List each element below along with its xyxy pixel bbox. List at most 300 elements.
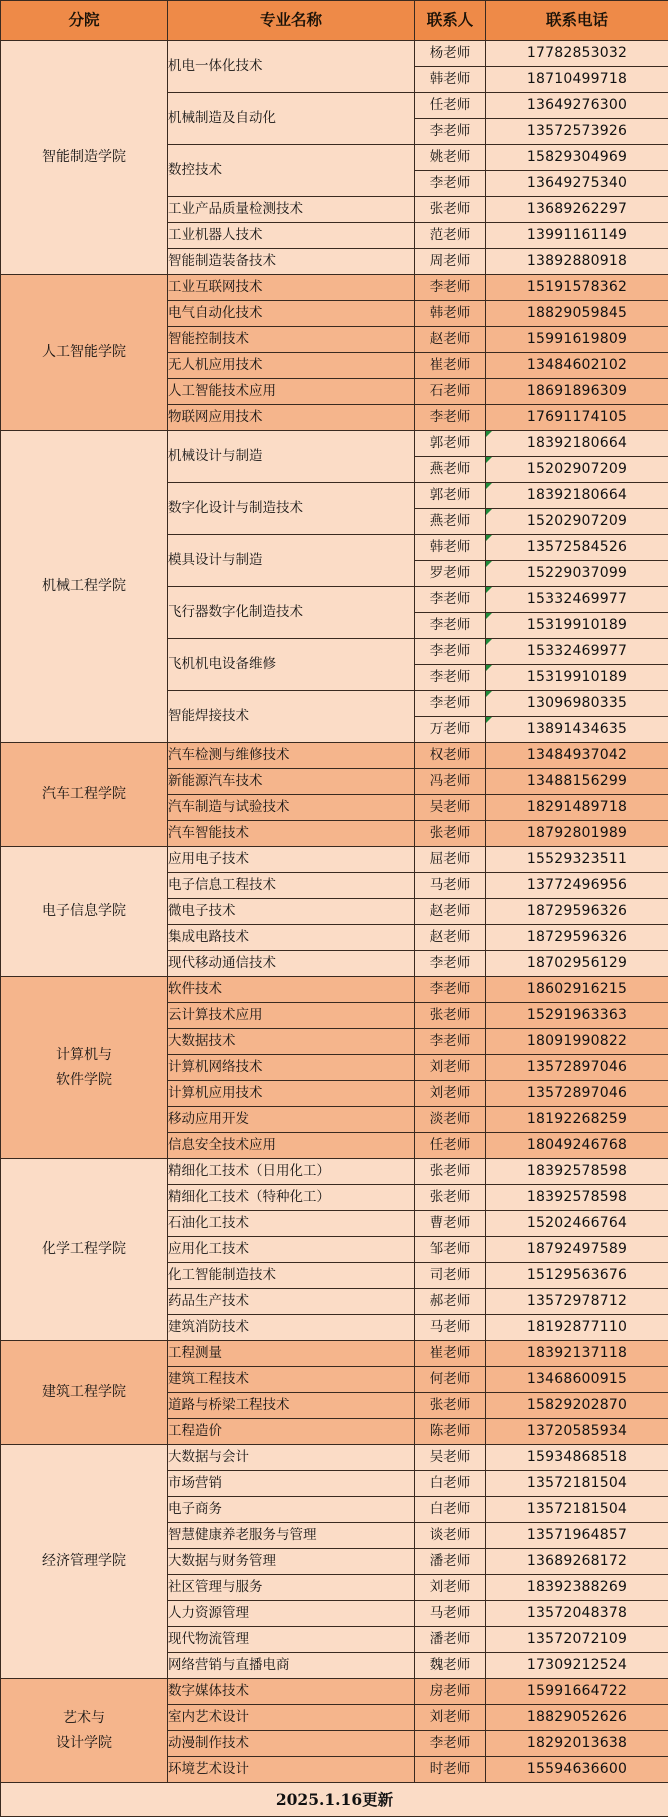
phone-number: 18291489718 — [527, 799, 627, 815]
phone-number: 18091990822 — [527, 1033, 627, 1049]
contact-phone — [486, 1627, 668, 1653]
major-name: 机械设计与制造 — [168, 431, 415, 483]
contact-person: 张老师 — [415, 1003, 486, 1029]
department-name: 汽车工程学院 — [42, 786, 126, 802]
header-dept: 分院 — [1, 1, 168, 41]
major-name: 应用电子技术 — [168, 847, 415, 873]
contact-person: 屈老师 — [415, 847, 486, 873]
phone-number: 13572897046 — [527, 1085, 627, 1101]
table-row — [1, 1341, 668, 1367]
phone-number: 18392388269 — [527, 1579, 627, 1595]
major-name: 信息安全技术应用 — [168, 1133, 415, 1159]
department-name: 人工智能学院 — [42, 344, 126, 360]
phone-number: 18049246768 — [527, 1137, 627, 1153]
contact-person: 李老师 — [415, 275, 486, 301]
major-name: 物联网应用技术 — [168, 405, 415, 431]
phone-number: 13689262297 — [527, 201, 627, 217]
major-name: 人工智能技术应用 — [168, 379, 415, 405]
phone-number: 18691896309 — [527, 383, 627, 399]
phone-number: 18192877110 — [527, 1319, 627, 1335]
contact-phone — [486, 717, 668, 743]
contact-phone — [486, 691, 668, 717]
contact-person: 李老师 — [415, 171, 486, 197]
major-name: 数控技术 — [168, 145, 415, 197]
contact-phone — [486, 379, 668, 405]
contact-phone — [486, 1003, 668, 1029]
contact-person: 罗老师 — [415, 561, 486, 587]
table-row — [1, 275, 668, 301]
major-name: 精细化工技术（日用化工） — [168, 1159, 415, 1185]
phone-number: 18729596326 — [527, 903, 627, 919]
major-name: 人力资源管理 — [168, 1601, 415, 1627]
contact-person: 韩老师 — [415, 535, 486, 561]
contact-phone — [486, 1653, 668, 1679]
phone-number: 18292013638 — [527, 1735, 627, 1751]
major-name: 数字化设计与制造技术 — [168, 483, 415, 535]
phone-number: 18829059845 — [527, 305, 627, 321]
phone-number: 18710499718 — [527, 71, 627, 87]
department-name: 智能制造学院 — [42, 149, 126, 165]
department-name: 设计学院 — [56, 1735, 112, 1751]
contact-person: 赵老师 — [415, 899, 486, 925]
contact-person: 郭老师 — [415, 431, 486, 457]
major-name: 工业互联网技术 — [168, 275, 415, 301]
contact-person: 燕老师 — [415, 457, 486, 483]
major-name: 大数据与财务管理 — [168, 1549, 415, 1575]
phone-number: 15529323511 — [527, 851, 627, 867]
contact-phone — [486, 795, 668, 821]
contact-person: 马老师 — [415, 873, 486, 899]
major-name: 飞行器数字化制造技术 — [168, 587, 415, 639]
contact-person: 石老师 — [415, 379, 486, 405]
phone-number: 15829304969 — [527, 149, 627, 165]
contact-person: 崔老师 — [415, 1341, 486, 1367]
major-name: 工程造价 — [168, 1419, 415, 1445]
contact-person: 韩老师 — [415, 301, 486, 327]
contact-phone — [486, 951, 668, 977]
contact-phone — [486, 223, 668, 249]
phone-number: 13484937042 — [527, 747, 627, 763]
contact-person: 张老师 — [415, 1393, 486, 1419]
contact-person: 白老师 — [415, 1471, 486, 1497]
contact-phone — [486, 639, 668, 665]
contact-phone — [486, 1029, 668, 1055]
major-name: 飞机机电设备维修 — [168, 639, 415, 691]
phone-number: 15332469977 — [527, 591, 627, 607]
contact-phone — [486, 1549, 668, 1575]
phone-number: 18729596326 — [527, 929, 627, 945]
contact-phone — [486, 119, 668, 145]
contact-person: 陈老师 — [415, 1419, 486, 1445]
contact-person: 任老师 — [415, 93, 486, 119]
major-name: 市场营销 — [168, 1471, 415, 1497]
major-name: 集成电路技术 — [168, 925, 415, 951]
contact-person: 权老师 — [415, 743, 486, 769]
major-name: 智能控制技术 — [168, 327, 415, 353]
contact-person: 魏老师 — [415, 1653, 486, 1679]
cell-comment-marker-icon — [486, 483, 492, 489]
phone-number: 18392578598 — [527, 1189, 627, 1205]
phone-number: 15319910189 — [527, 617, 627, 633]
contact-person: 白老师 — [415, 1497, 486, 1523]
major-name: 精细化工技术（特种化工） — [168, 1185, 415, 1211]
table-body — [1, 41, 668, 1783]
phone-number: 15202907209 — [527, 513, 627, 529]
contact-person: 冯老师 — [415, 769, 486, 795]
phone-number: 15202466764 — [527, 1215, 627, 1231]
contact-phone — [486, 431, 668, 457]
major-name: 模具设计与制造 — [168, 535, 415, 587]
phone-number: 13649276300 — [527, 97, 627, 113]
contact-person: 崔老师 — [415, 353, 486, 379]
major-name: 机械制造及自动化 — [168, 93, 415, 145]
contact-person: 吴老师 — [415, 1445, 486, 1471]
phone-number: 17309212524 — [527, 1657, 627, 1673]
contact-phone — [486, 171, 668, 197]
contact-phone — [486, 197, 668, 223]
contact-phone — [486, 509, 668, 535]
phone-number: 13572072109 — [527, 1631, 627, 1647]
contact-phone — [486, 899, 668, 925]
phone-number: 15594636600 — [527, 1761, 627, 1777]
major-name: 计算机应用技术 — [168, 1081, 415, 1107]
contact-person: 刘老师 — [415, 1081, 486, 1107]
contact-person: 房老师 — [415, 1679, 486, 1705]
phone-number: 18392578598 — [527, 1163, 627, 1179]
department-cell — [1, 743, 168, 847]
contact-phone — [486, 535, 668, 561]
contact-person: 万老师 — [415, 717, 486, 743]
phone-number: 18829052626 — [527, 1709, 627, 1725]
contact-person: 周老师 — [415, 249, 486, 275]
major-name: 智慧健康养老服务与管理 — [168, 1523, 415, 1549]
major-name: 应用化工技术 — [168, 1237, 415, 1263]
phone-number: 13572978712 — [527, 1293, 627, 1309]
contact-person: 李老师 — [415, 119, 486, 145]
contact-phone — [486, 1471, 668, 1497]
contact-person: 郝老师 — [415, 1289, 486, 1315]
department-cell — [1, 1159, 168, 1341]
contact-phone — [486, 821, 668, 847]
department-name: 计算机与 — [56, 1047, 112, 1063]
contact-person: 郭老师 — [415, 483, 486, 509]
table-row — [1, 847, 668, 873]
department-cell — [1, 275, 168, 431]
major-name: 电子信息工程技术 — [168, 873, 415, 899]
contact-person: 李老师 — [415, 405, 486, 431]
department-name: 建筑工程学院 — [42, 1384, 126, 1400]
contact-phone — [486, 1263, 668, 1289]
table-row — [1, 743, 668, 769]
cell-comment-marker-icon — [486, 665, 492, 671]
contact-person: 姚老师 — [415, 145, 486, 171]
phone-number: 13572573926 — [527, 123, 627, 139]
contact-phone — [486, 457, 668, 483]
phone-number: 15934868518 — [527, 1449, 627, 1465]
update-note: 2025.1.16更新 — [1, 1783, 668, 1817]
department-name: 机械工程学院 — [42, 578, 126, 594]
cell-comment-marker-icon — [486, 457, 492, 463]
major-name: 化工智能制造技术 — [168, 1263, 415, 1289]
contact-person: 李老师 — [415, 691, 486, 717]
phone-number: 13572181504 — [527, 1501, 627, 1517]
phone-number: 15229037099 — [527, 565, 627, 581]
contact-person: 马老师 — [415, 1601, 486, 1627]
contact-phone — [486, 145, 668, 171]
major-name: 室内艺术设计 — [168, 1705, 415, 1731]
phone-number: 13689268172 — [527, 1553, 627, 1569]
phone-number: 13484602102 — [527, 357, 627, 373]
contact-phone — [486, 1055, 668, 1081]
phone-number: 13488156299 — [527, 773, 627, 789]
contact-phone — [486, 1315, 668, 1341]
phone-number: 13571964857 — [527, 1527, 627, 1543]
contact-person: 何老师 — [415, 1367, 486, 1393]
header-contact: 联系人 — [415, 1, 486, 41]
major-name: 电子商务 — [168, 1497, 415, 1523]
contact-person: 李老师 — [415, 613, 486, 639]
contact-person: 李老师 — [415, 1731, 486, 1757]
contact-phone — [486, 1133, 668, 1159]
contact-person: 谈老师 — [415, 1523, 486, 1549]
contact-phone — [486, 249, 668, 275]
major-name: 石油化工技术 — [168, 1211, 415, 1237]
major-name: 电气自动化技术 — [168, 301, 415, 327]
major-name: 汽车智能技术 — [168, 821, 415, 847]
contact-person: 马老师 — [415, 1315, 486, 1341]
contact-person: 李老师 — [415, 587, 486, 613]
contact-phone — [486, 769, 668, 795]
contact-phone — [486, 93, 668, 119]
contact-person: 曹老师 — [415, 1211, 486, 1237]
phone-number: 13572048378 — [527, 1605, 627, 1621]
cell-comment-marker-icon — [486, 691, 492, 697]
phone-number: 18392137118 — [527, 1345, 627, 1361]
department-cell — [1, 431, 168, 743]
phone-number: 13649275340 — [527, 175, 627, 191]
phone-number: 15129563676 — [527, 1267, 627, 1283]
footer-row — [1, 1783, 668, 1817]
department-cell — [1, 1341, 168, 1445]
major-name: 环境艺术设计 — [168, 1757, 415, 1783]
cell-comment-marker-icon — [486, 587, 492, 593]
phone-number: 13572584526 — [527, 539, 627, 555]
contact-person: 潘老师 — [415, 1627, 486, 1653]
department-cell — [1, 977, 168, 1159]
contact-phone — [486, 1731, 668, 1757]
major-name: 无人机应用技术 — [168, 353, 415, 379]
major-name: 新能源汽车技术 — [168, 769, 415, 795]
cell-comment-marker-icon — [486, 613, 492, 619]
phone-number: 13096980335 — [527, 695, 627, 711]
cell-comment-marker-icon — [486, 509, 492, 515]
phone-number: 13891434635 — [527, 721, 627, 737]
contact-phone — [486, 561, 668, 587]
contact-phone — [486, 587, 668, 613]
department-cell — [1, 41, 168, 275]
contact-person: 刘老师 — [415, 1055, 486, 1081]
table-row — [1, 41, 668, 67]
contact-phone — [486, 41, 668, 67]
contact-person: 张老师 — [415, 197, 486, 223]
contact-phone — [486, 1419, 668, 1445]
contact-phone — [486, 1679, 668, 1705]
header-phone: 联系电话 — [486, 1, 668, 41]
major-name: 数字媒体技术 — [168, 1679, 415, 1705]
contact-phone — [486, 275, 668, 301]
phone-number: 15991664722 — [527, 1683, 627, 1699]
contact-person: 张老师 — [415, 1185, 486, 1211]
department-name: 电子信息学院 — [42, 903, 126, 919]
contact-phone — [486, 1367, 668, 1393]
major-name: 工业机器人技术 — [168, 223, 415, 249]
major-name: 药品生产技术 — [168, 1289, 415, 1315]
contact-person: 任老师 — [415, 1133, 486, 1159]
major-name: 云计算技术应用 — [168, 1003, 415, 1029]
table-row — [1, 1159, 668, 1185]
contact-phone — [486, 873, 668, 899]
phone-number: 18792497589 — [527, 1241, 627, 1257]
department-name: 软件学院 — [56, 1072, 112, 1088]
contact-phone — [486, 1159, 668, 1185]
phone-number: 13572181504 — [527, 1475, 627, 1491]
contact-phone — [486, 1601, 668, 1627]
department-cell — [1, 1679, 168, 1783]
contact-phone — [486, 1289, 668, 1315]
contact-person: 刘老师 — [415, 1575, 486, 1601]
contact-phone — [486, 665, 668, 691]
header-major: 专业名称 — [168, 1, 415, 41]
major-name: 汽车检测与维修技术 — [168, 743, 415, 769]
major-name: 建筑消防技术 — [168, 1315, 415, 1341]
phone-number: 15319910189 — [527, 669, 627, 685]
contact-person: 赵老师 — [415, 327, 486, 353]
contact-person: 吴老师 — [415, 795, 486, 821]
phone-number: 15202907209 — [527, 461, 627, 477]
contact-phone — [486, 1575, 668, 1601]
major-name: 工业产品质量检测技术 — [168, 197, 415, 223]
contact-phone — [486, 1237, 668, 1263]
major-name: 大数据与会计 — [168, 1445, 415, 1471]
major-name: 大数据技术 — [168, 1029, 415, 1055]
contact-person: 李老师 — [415, 951, 486, 977]
phone-number: 18792801989 — [527, 825, 627, 841]
contact-person: 燕老师 — [415, 509, 486, 535]
contact-person: 李老师 — [415, 977, 486, 1003]
major-name: 计算机网络技术 — [168, 1055, 415, 1081]
major-name: 智能焊接技术 — [168, 691, 415, 743]
table-row — [1, 1445, 668, 1471]
contact-person: 韩老师 — [415, 67, 486, 93]
contact-phone — [486, 67, 668, 93]
contact-person: 赵老师 — [415, 925, 486, 951]
major-name: 工程测量 — [168, 1341, 415, 1367]
contact-person: 时老师 — [415, 1757, 486, 1783]
major-name: 软件技术 — [168, 977, 415, 1003]
contact-phone — [486, 847, 668, 873]
phone-number: 18602916215 — [527, 981, 627, 997]
major-name: 现代物流管理 — [168, 1627, 415, 1653]
contact-person: 淡老师 — [415, 1107, 486, 1133]
department-name: 经济管理学院 — [42, 1553, 126, 1569]
phone-number: 13468600915 — [527, 1371, 627, 1387]
phone-number: 18392180664 — [527, 435, 627, 451]
department-name: 艺术与 — [63, 1710, 105, 1726]
contact-phone — [486, 327, 668, 353]
contact-phone — [486, 1341, 668, 1367]
contact-phone — [486, 1393, 668, 1419]
major-name: 动漫制作技术 — [168, 1731, 415, 1757]
contact-phone — [486, 1757, 668, 1783]
major-name: 社区管理与服务 — [168, 1575, 415, 1601]
department-name: 化学工程学院 — [42, 1241, 126, 1257]
department-cell — [1, 1445, 168, 1679]
phone-number: 13772496956 — [527, 877, 627, 893]
contact-phone — [486, 1523, 668, 1549]
cell-comment-marker-icon — [486, 639, 492, 645]
phone-number: 13572897046 — [527, 1059, 627, 1075]
major-name: 微电子技术 — [168, 899, 415, 925]
table-row — [1, 977, 668, 1003]
table-row — [1, 431, 668, 457]
phone-number: 17782853032 — [527, 45, 627, 61]
major-name: 建筑工程技术 — [168, 1367, 415, 1393]
department-cell — [1, 847, 168, 977]
table-row — [1, 1679, 668, 1705]
contact-person: 李老师 — [415, 1029, 486, 1055]
phone-number: 15332469977 — [527, 643, 627, 659]
contact-person: 李老师 — [415, 639, 486, 665]
cell-comment-marker-icon — [486, 535, 492, 541]
contact-phone — [486, 743, 668, 769]
contact-phone — [486, 1445, 668, 1471]
contact-phone — [486, 1705, 668, 1731]
cell-comment-marker-icon — [486, 431, 492, 437]
contact-person: 司老师 — [415, 1263, 486, 1289]
contact-phone — [486, 1107, 668, 1133]
contact-person: 潘老师 — [415, 1549, 486, 1575]
phone-number: 13991161149 — [527, 227, 627, 243]
major-name: 移动应用开发 — [168, 1107, 415, 1133]
cell-comment-marker-icon — [486, 717, 492, 723]
contact-person: 张老师 — [415, 1159, 486, 1185]
phone-number: 15291963363 — [527, 1007, 627, 1023]
contact-phone — [486, 977, 668, 1003]
phone-number: 15991619809 — [527, 331, 627, 347]
major-name: 道路与桥梁工程技术 — [168, 1393, 415, 1419]
phone-number: 15829202870 — [527, 1397, 627, 1413]
major-name: 网络营销与直播电商 — [168, 1653, 415, 1679]
contact-phone — [486, 1081, 668, 1107]
contact-phone — [486, 1497, 668, 1523]
contact-person: 刘老师 — [415, 1705, 486, 1731]
phone-number: 18702956129 — [527, 955, 627, 971]
phone-number: 13720585934 — [527, 1423, 627, 1439]
contact-phone — [486, 405, 668, 431]
contact-phone — [486, 1211, 668, 1237]
phone-number: 18192268259 — [527, 1111, 627, 1127]
major-name: 机电一体化技术 — [168, 41, 415, 93]
contact-phone — [486, 353, 668, 379]
major-name: 现代移动通信技术 — [168, 951, 415, 977]
contact-phone — [486, 925, 668, 951]
contact-person: 李老师 — [415, 665, 486, 691]
cell-comment-marker-icon — [486, 561, 492, 567]
contact-person: 邹老师 — [415, 1237, 486, 1263]
contact-person: 范老师 — [415, 223, 486, 249]
header-row — [1, 1, 668, 41]
contact-phone — [486, 301, 668, 327]
